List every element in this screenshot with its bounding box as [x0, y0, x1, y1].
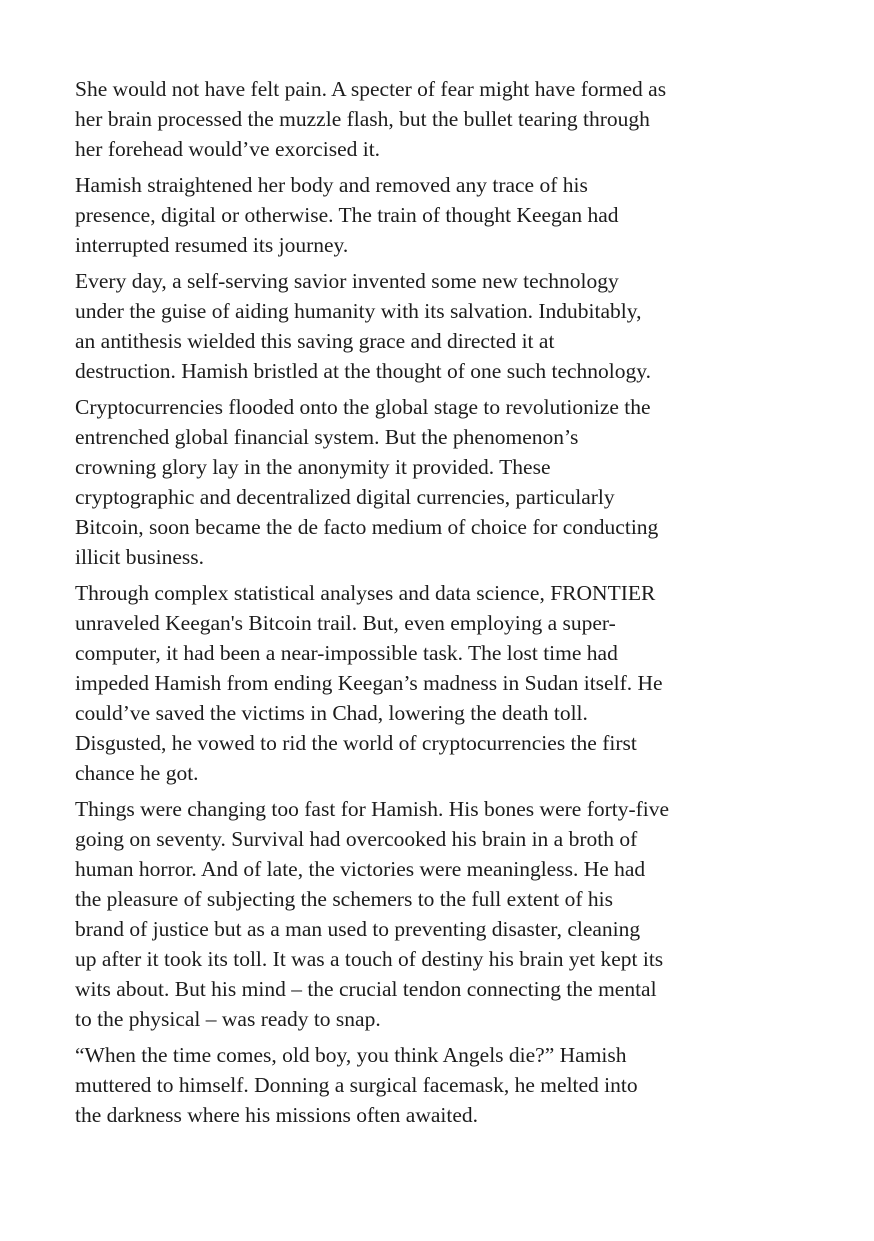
text-line: Hamish straightened her body and removed any trace of his: [75, 173, 588, 197]
text-line: cryptographic and decentralized digital currencies, particularly: [75, 485, 615, 509]
text-line: muttered to himself. Donning a surgical facemask, he melted into: [75, 1073, 638, 1097]
text-line: Bitcoin, soon became the de facto medium of choice for conducting: [75, 515, 659, 539]
text-line: brand of justice but as a man used to preventing disaster, cleaning: [75, 917, 641, 941]
text-line: could’ve saved the victims in Chad, lowering the death toll.: [75, 701, 588, 725]
text-line: impeded Hamish from ending Keegan’s madness in Sudan itself. He: [75, 671, 663, 695]
text-line: crowning glory lay in the anonymity it provided. These: [75, 455, 551, 479]
text-line: an antithesis wielded this saving grace and directed it at: [75, 329, 555, 353]
paragraph: [75, 392, 804, 572]
text-line: illicit business.: [75, 545, 204, 569]
text-line: Things were changing too fast for Hamish. His bones were forty-five: [75, 797, 670, 821]
text-line: presence, digital or otherwise. The train of thought Keegan had: [75, 203, 619, 227]
paragraph: [75, 1040, 804, 1130]
document-body: [75, 74, 804, 1130]
text-line: She would not have felt pain. A specter of fear might have formed as: [75, 77, 667, 101]
text-line: Disgusted, he vowed to rid the world of cryptocurrencies the first: [75, 731, 637, 755]
paragraph: [75, 170, 804, 260]
text-line: entrenched global financial system. But the phenomenon’s: [75, 425, 579, 449]
text-line: “When the time comes, old boy, you think Angels die?” Hamish: [75, 1043, 627, 1067]
text-line: computer, it had been a near-impossible task. The lost time had: [75, 641, 618, 665]
text-line: her forehead would’ve exorcised it.: [75, 137, 381, 161]
text-line: to the physical – was ready to snap.: [75, 1007, 381, 1031]
paragraph: [75, 266, 804, 386]
text-line: Every day, a self-serving savior invented some new technology: [75, 269, 619, 293]
text-line: human horror. And of late, the victories were meaningless. He had: [75, 857, 646, 881]
text-line: Cryptocurrencies flooded onto the global stage to revolutionize the: [75, 395, 651, 419]
text-line: chance he got.: [75, 761, 199, 785]
text-line: interrupted resumed its journey.: [75, 233, 349, 257]
text-line: the pleasure of subjecting the schemers to the full extent of his: [75, 887, 613, 911]
paragraph: [75, 74, 804, 164]
paragraph: [75, 794, 804, 1034]
text-line: wits about. But his mind – the crucial tendon connecting the mental: [75, 977, 657, 1001]
text-line: destruction. Hamish bristled at the thought of one such technology.: [75, 359, 652, 383]
text-line: Through complex statistical analyses and data science, FRONTIER: [75, 581, 656, 605]
text-line: going on seventy. Survival had overcooked his brain in a broth of: [75, 827, 638, 851]
text-line: her brain processed the muzzle flash, but the bullet tearing through: [75, 107, 650, 131]
text-line: the darkness where his missions often awaited.: [75, 1103, 479, 1127]
text-line: up after it took its toll. It was a touch of destiny his brain yet kept its: [75, 947, 664, 971]
paragraph: [75, 578, 804, 788]
text-line: under the guise of aiding humanity with its salvation. Indubitably,: [75, 299, 642, 323]
text-line: unraveled Keegan's Bitcoin trail. But, even employing a super-: [75, 611, 616, 635]
